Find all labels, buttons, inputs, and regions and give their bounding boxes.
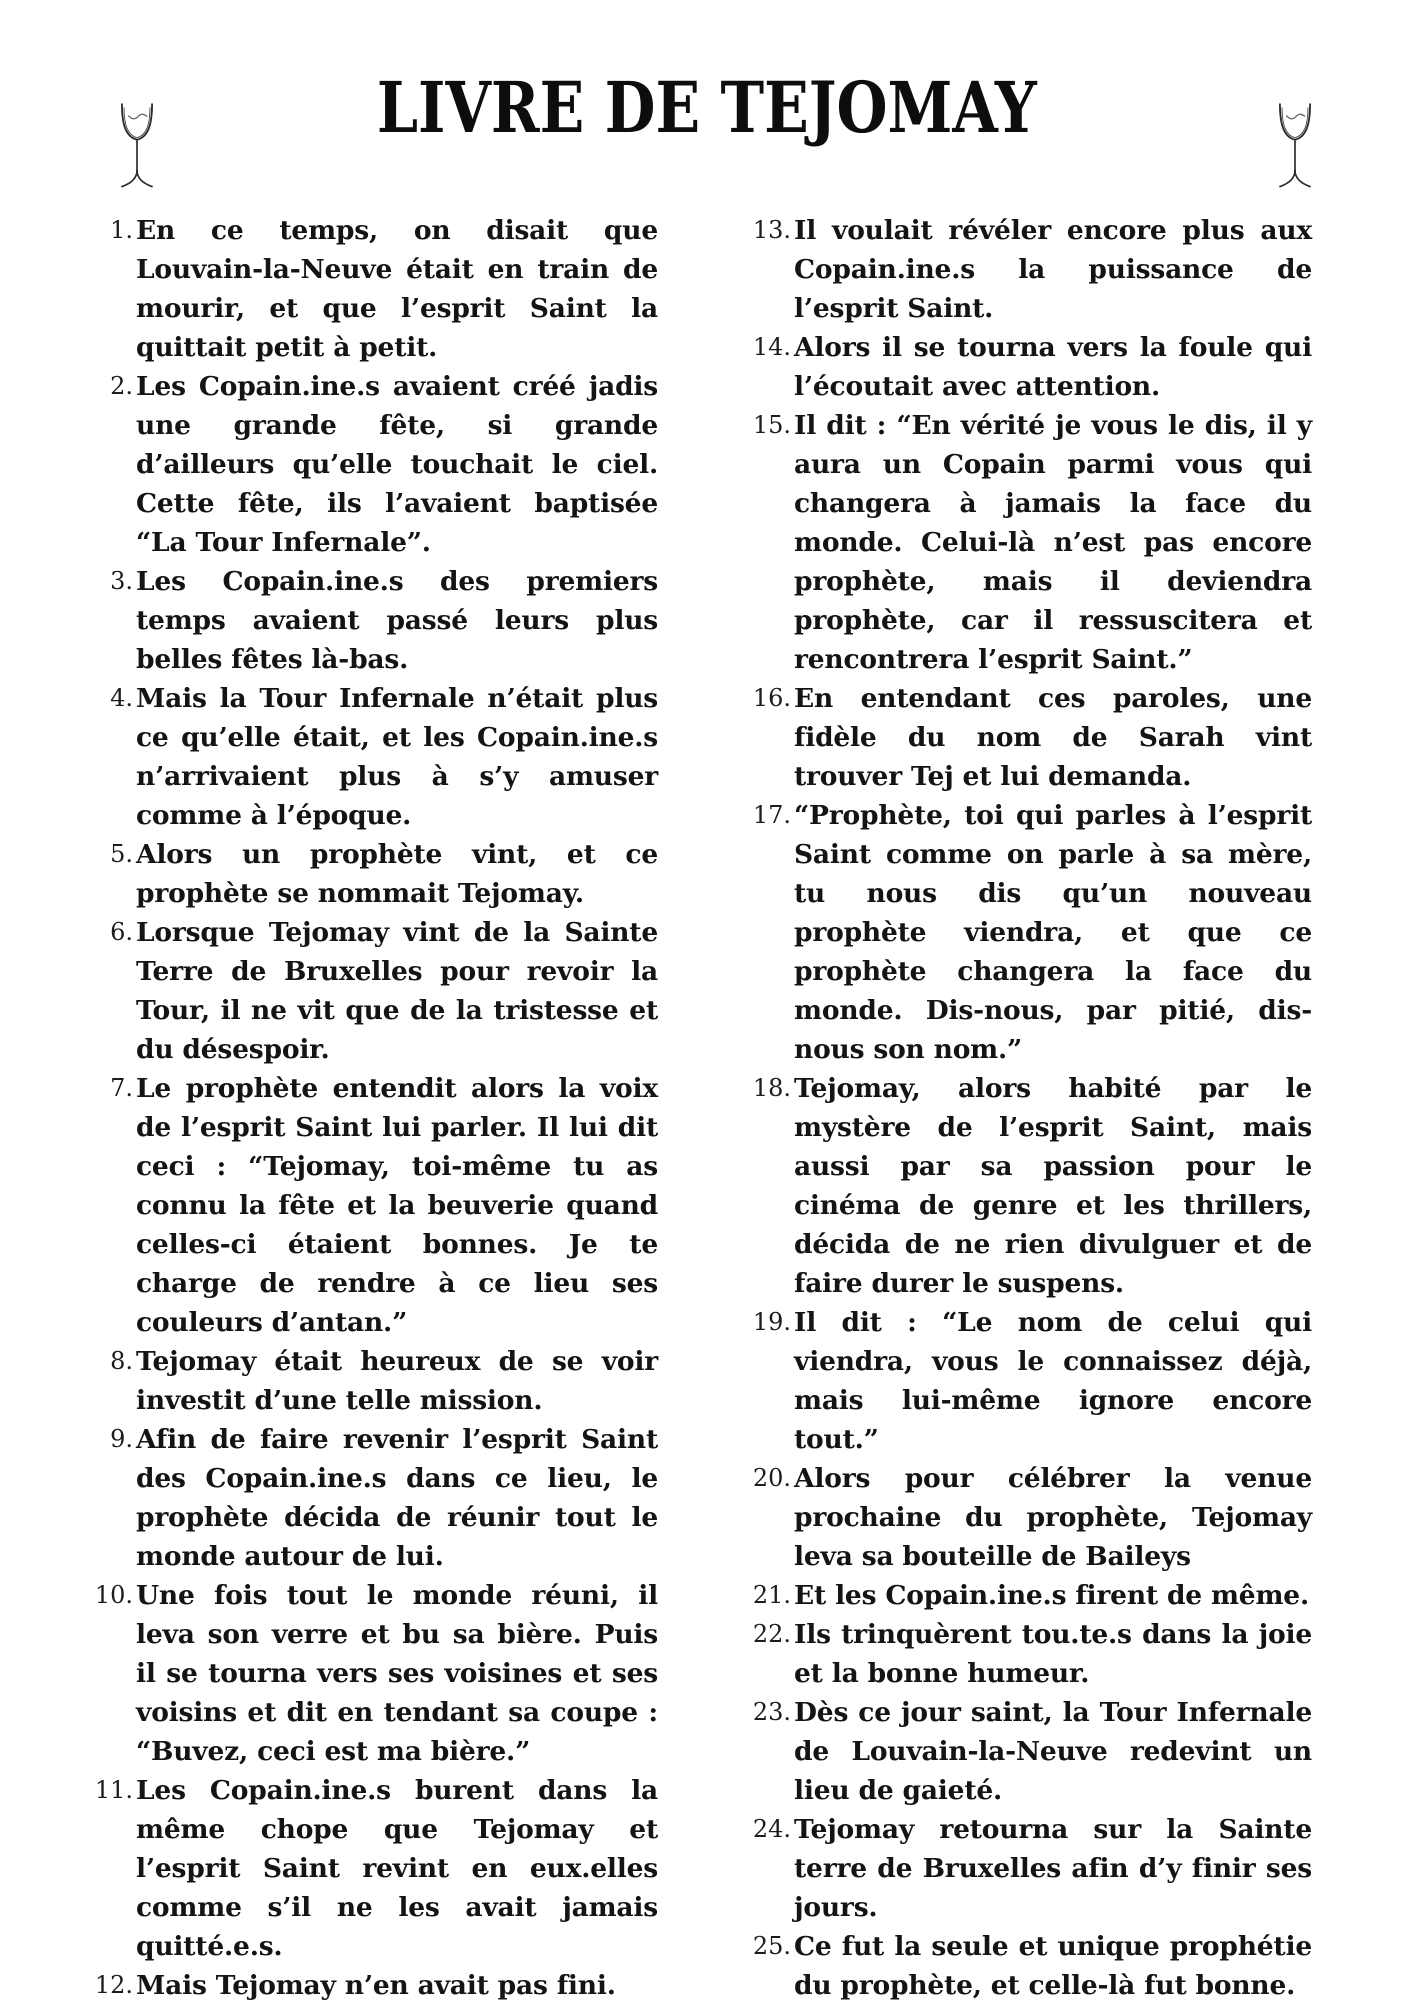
verse-number: 15. xyxy=(752,411,791,439)
verse-item xyxy=(110,679,658,835)
verse-text: Les Copain.ine.s burent dans la même chope que Tejomay et l’esprit Saint revint en eux.elles comme s’il ne les avait jamais quitté.e.s. xyxy=(136,1775,658,1962)
verse-number: 17. xyxy=(752,801,791,829)
verse-column-left xyxy=(94,211,658,2005)
verse-number: 9. xyxy=(110,1425,133,1453)
verse-item xyxy=(94,1771,658,1966)
verse-text: Afin de faire revenir l’esprit Saint des Copain.ine.s dans ce lieu, le prophète décida de réunir tout le monde autour de lui. xyxy=(136,1424,658,1572)
verse-item xyxy=(752,1615,1312,1693)
verse-item xyxy=(110,1420,658,1576)
verse-text: Il dit : “Le nom de celui qui viendra, vous le connaissez déjà, mais lui-même ignore encore tout.” xyxy=(794,1307,1312,1455)
verse-text: Lorsque Tejomay vint de la Sainte Terre de Bruxelles pour revoir la Tour, il ne vit que de la tristesse et du désespoir. xyxy=(136,917,658,1065)
verse-number: 10. xyxy=(94,1581,133,1609)
verse-text: “Prophète, toi qui parles à l’esprit Saint comme on parle à sa mère, tu nous dis qu’un nouveau prophète viendra, et que ce prophète changera la face du monde. Dis-nous, par pitié, dis-nous son nom.” xyxy=(794,800,1312,1065)
verse-item xyxy=(752,1810,1312,1927)
verse-text: Tejomay, alors habité par le mystère de l’esprit Saint, mais aussi par sa passion pour le cinéma de genre et les thrillers, décida de ne rien divulguer et de faire durer le suspens. xyxy=(794,1073,1312,1299)
verse-text: Ils trinquèrent tou.te.s dans la joie et la bonne humeur. xyxy=(794,1619,1312,1689)
verse-number: 16. xyxy=(752,684,791,712)
verse-item xyxy=(110,913,658,1069)
verse-number: 8. xyxy=(110,1347,133,1375)
verse-item xyxy=(110,367,658,562)
verse-item xyxy=(752,406,1312,679)
verse-text: Il dit : “En vérité je vous le dis, il y aura un Copain parmi vous qui changera à jamais la face du monde. Celui-là n’est pas encore prophète, mais il deviendra prophète, car il ressuscitera et rencontrera l’esprit Saint.” xyxy=(794,410,1312,675)
verse-text: En entendant ces paroles, une fidèle du nom de Sarah vint trouver Tej et lui demanda. xyxy=(794,683,1312,792)
verse-number: 23. xyxy=(752,1698,791,1726)
verse-item xyxy=(94,1576,658,1771)
verse-text: Alors pour célébrer la venue prochaine du prophète, Tejomay leva sa bouteille de Baileys xyxy=(794,1463,1312,1572)
verse-text: Tejomay retourna sur la Sainte terre de Bruxelles afin d’y finir ses jours. xyxy=(794,1814,1312,1923)
verse-item xyxy=(752,1303,1312,1459)
verse-item xyxy=(110,211,658,367)
verse-number: 1. xyxy=(110,216,133,244)
verse-number: 12. xyxy=(94,1971,133,1999)
verse-text: Mais Tejomay n’en avait pas fini. xyxy=(136,1970,616,2001)
verse-text: Les Copain.ine.s des premiers temps avaient passé leurs plus belles fêtes là-bas. xyxy=(136,566,658,675)
verse-item xyxy=(752,1693,1312,1810)
verse-item xyxy=(110,835,658,913)
page-header xyxy=(0,66,1414,149)
verse-text: Dès ce jour saint, la Tour Infernale de Louvain-la-Neuve redevint un lieu de gaieté. xyxy=(794,1697,1312,1806)
verse-number: 24. xyxy=(752,1815,791,1843)
verse-number: 11. xyxy=(94,1776,133,1804)
verse-item xyxy=(752,679,1312,796)
verse-number: 19. xyxy=(752,1308,791,1336)
verse-number: 20. xyxy=(752,1464,791,1492)
verse-text: Et les Copain.ine.s firent de même. xyxy=(794,1580,1309,1611)
verse-text: Ce fut la seule et unique prophétie du prophète, et celle-là fut bonne. xyxy=(794,1931,1312,2001)
verse-text: Les Copain.ine.s avaient créé jadis une grande fête, si grande d’ailleurs qu’elle touchait le ciel. Cette fête, ils l’avaient baptisée “La Tour Infernale”. xyxy=(136,371,658,558)
verse-number: 14. xyxy=(752,333,791,361)
verse-column-right xyxy=(752,211,1312,2005)
verse-number: 22. xyxy=(752,1620,791,1648)
verse-item xyxy=(752,1459,1312,1576)
verse-text: Mais la Tour Infernale n’était plus ce qu’elle était, et les Copain.ine.s n’arrivaient plus à s’y amuser comme à l’époque. xyxy=(136,683,658,831)
verse-item xyxy=(752,1576,1312,1615)
verse-text: Une fois tout le monde réuni, il leva son verre et bu sa bière. Puis il se tourna vers ses voisines et ses voisins et dit en tendant sa coupe : “Buvez, ceci est ma bière.” xyxy=(136,1580,658,1767)
verse-number: 2. xyxy=(110,372,133,400)
verse-number: 13. xyxy=(752,216,791,244)
verse-text: Tejomay était heureux de se voir investit d’une telle mission. xyxy=(136,1346,658,1416)
verse-number: 21. xyxy=(752,1581,791,1609)
verse-number: 5. xyxy=(110,840,133,868)
verse-item xyxy=(752,796,1312,1069)
verse-number: 18. xyxy=(752,1074,791,1102)
verse-text: Alors il se tourna vers la foule qui l’écoutait avec attention. xyxy=(794,332,1312,402)
verse-text: En ce temps, on disait que Louvain-la-Neuve était en train de mourir, et que l’esprit Saint la quittait petit à petit. xyxy=(136,215,658,363)
verse-item xyxy=(110,1342,658,1420)
verse-number: 7. xyxy=(110,1074,133,1102)
verse-item xyxy=(94,1966,658,2005)
verse-number: 25. xyxy=(752,1932,791,1960)
verse-number: 3. xyxy=(110,567,133,595)
verse-text: Il voulait révéler encore plus aux Copain.ine.s la puissance de l’esprit Saint. xyxy=(794,215,1312,324)
verse-number: 6. xyxy=(110,918,133,946)
page-title: LIVRE DE TEJOMAY xyxy=(377,66,1037,149)
verse-item xyxy=(110,1069,658,1342)
verse-number: 4. xyxy=(110,684,133,712)
verse-item xyxy=(752,1927,1312,2005)
verse-item xyxy=(110,562,658,679)
wine-glass-icon xyxy=(1268,100,1322,192)
verse-text: Alors un prophète vint, et ce prophète se nommait Tejomay. xyxy=(136,839,658,909)
verse-item xyxy=(752,328,1312,406)
verse-item xyxy=(752,1069,1312,1303)
verse-text: Le prophète entendit alors la voix de l’esprit Saint lui parler. Il lui dit ceci : “Tejomay, toi-même tu as connu la fête et la beuverie quand celles-ci étaient bonnes. Je te charge de rendre à ce lieu ses couleurs d’antan.” xyxy=(136,1073,658,1338)
verse-item xyxy=(752,211,1312,328)
